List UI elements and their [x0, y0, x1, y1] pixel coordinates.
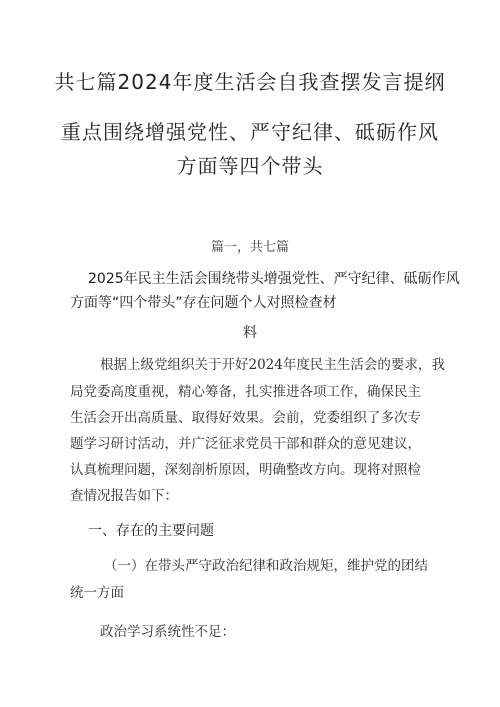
document-title-line-3: 方面等四个带头 — [176, 154, 324, 178]
subtitle-line-3: 料 — [243, 325, 257, 341]
paragraph-line-4: 题学习研讨活动，并广泛征求党员干部和群众的意见建议， — [70, 436, 421, 452]
section-heading-1: 一、存在的主要问题 — [88, 523, 214, 539]
paragraph-line-3: 生活会开出高质量、取得好效果。会前，党委组织了多次专 — [70, 410, 421, 426]
paragraph-line-6: 查情况报告如下： — [70, 488, 178, 504]
subtitle-line-2: 方面等“四个带头”存在问题个人对照检查材 — [70, 295, 337, 311]
paragraph-line-5: 认真梳理问题，深刻剖析原因，明确整改方向。现将对照检 — [70, 462, 421, 478]
document-title-line-2: 重点围绕增强党性、严守纪律、砥砺作风 — [61, 120, 439, 144]
subheading-line-2: 统一方面 — [70, 585, 124, 601]
subheading-line-1: （一）在带头严守政治纪律和政治规矩，维护党的团结 — [104, 558, 428, 574]
paragraph-line-2: 局党委高度重视，精心筹备，扎实推进各项工作，确保民主 — [70, 384, 421, 400]
body-text-line: 政治学习系统性不足： — [100, 624, 235, 640]
paragraph-line-1: 根据上级党组织关于开好2024年度民主生活会的要求，我 — [100, 357, 445, 373]
document-title-line-1: 共七篇2024年度生活会自我查摆发言提纲 — [54, 70, 446, 94]
subtitle-line-1: 2025年民主生活会围绕带头增强党性、严守纪律、砥砺作风 — [88, 271, 460, 287]
section-label: 篇一，共七篇 — [210, 240, 289, 255]
